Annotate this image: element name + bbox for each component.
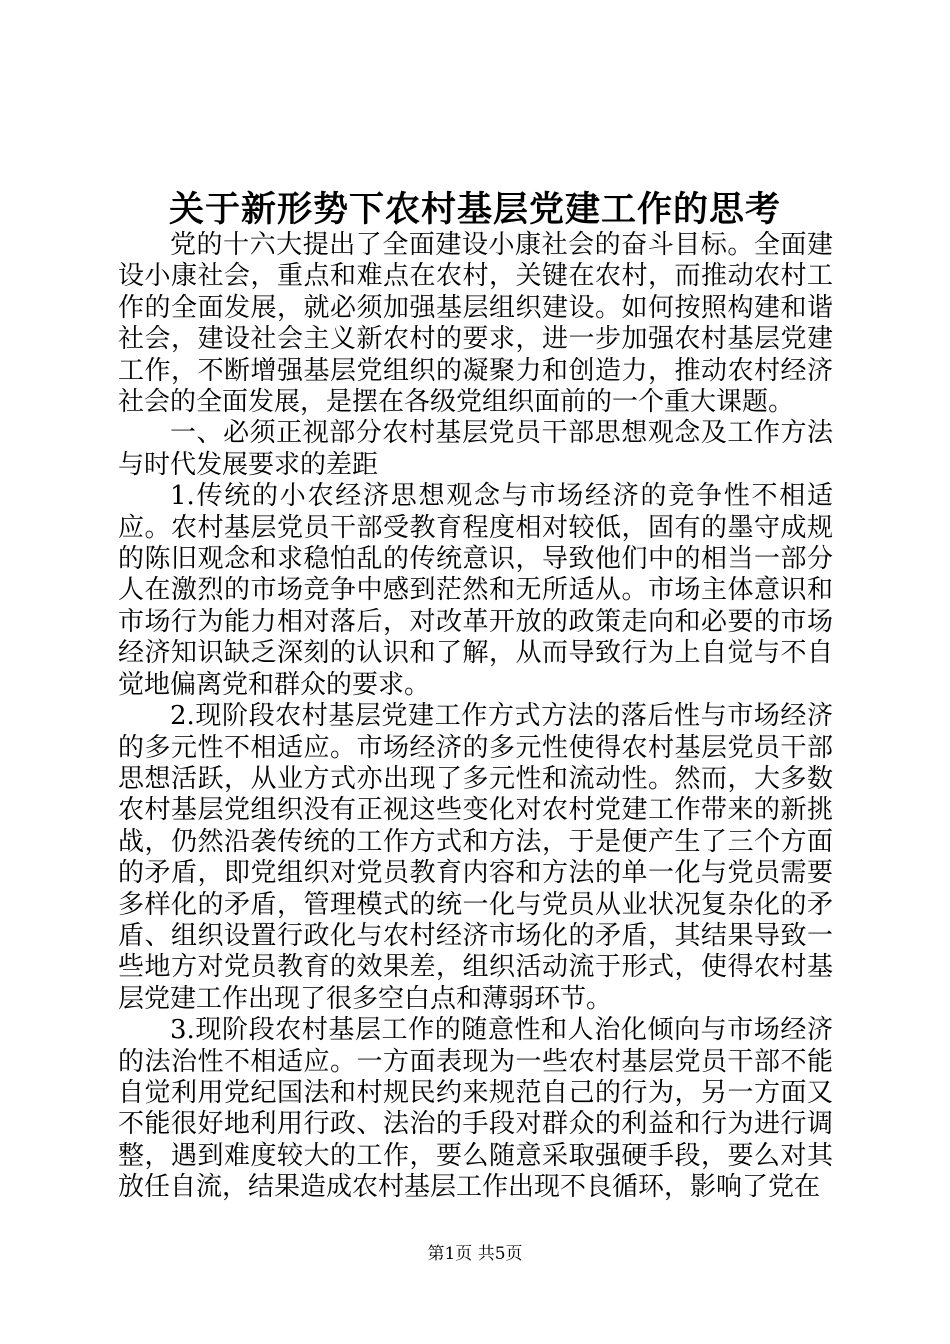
paragraph-section-heading: 一、必须正视部分农村基层党员干部思想观念及工作方法与时代发展要求的差距: [118, 418, 833, 480]
document-body: [118, 230, 833, 1204]
paragraph-point-1: 1.传统的小农经济思想观念与市场经济的竞争性不相适应。农村基层党员干部受教育程度相对较低，固有的墨守成规的陈旧观念和求稳怕乱的传统意识，导致他们中的相当一部分人在激烈的市场竞争中感到茫然和无所适从。市场主体意识和市场行为能力相对落后，对改革开放的政策走向和必要的市场经济知识缺乏深刻的认识和了解，从而导致行为上自觉与不自觉地偏离党和群众的要求。: [118, 481, 833, 700]
paragraph-intro: 党的十六大提出了全面建设小康社会的奋斗目标。全面建设小康社会，重点和难点在农村，关键在农村，而推动农村工作的全面发展，就必须加强基层组织建设。如何按照构建和谐社会，建设社会主义新农村的要求，进一步加强农村基层党建工作，不断增强基层党组织的凝聚力和创造力，推动农村经济社会的全面发展，是摆在各级党组织面前的一个重大课题。: [118, 230, 833, 418]
paragraph-point-2: 2.现阶段农村基层党建工作方式方法的落后性与市场经济的多元性不相适应。市场经济的多元性使得农村基层党员干部思想活跃，从业方式亦出现了多元性和流动性。然而，大多数农村基层党组织没有正视这些变化对农村党建工作带来的新挑战，仍然沿袭传统的工作方式和方法，于是便产生了三个方面的矛盾，即党组织对党员教育内容和方法的单一化与党员需要多样化的矛盾，管理模式的统一化与党员从业状况复杂化的矛盾、组织设置行政化与农村经济市场化的矛盾，其结果导致一些地方对党员教育的效果差，组织活动流于形式，使得农村基层党建工作出现了很多空白点和薄弱环节。: [118, 701, 833, 1014]
page-footer: 第1页 共5页: [427, 1244, 523, 1264]
paragraph-point-3: 3.现阶段农村基层工作的随意性和人治化倾向与市场经济的法治性不相适应。一方面表现为一些农村基层党员干部不能自觉利用党纪国法和村规民约来规范自己的行为，另一方面又不能很好地利用行政、法治的手段对群众的利益和行为进行调整，遇到难度较大的工作，要么随意采取强硬手段，要么对其放任自流，结果造成农村基层工作出现不良循环，影响了党在: [118, 1015, 833, 1203]
document-title: 关于新形势下农村基层党建工作的思考: [168, 189, 781, 230]
